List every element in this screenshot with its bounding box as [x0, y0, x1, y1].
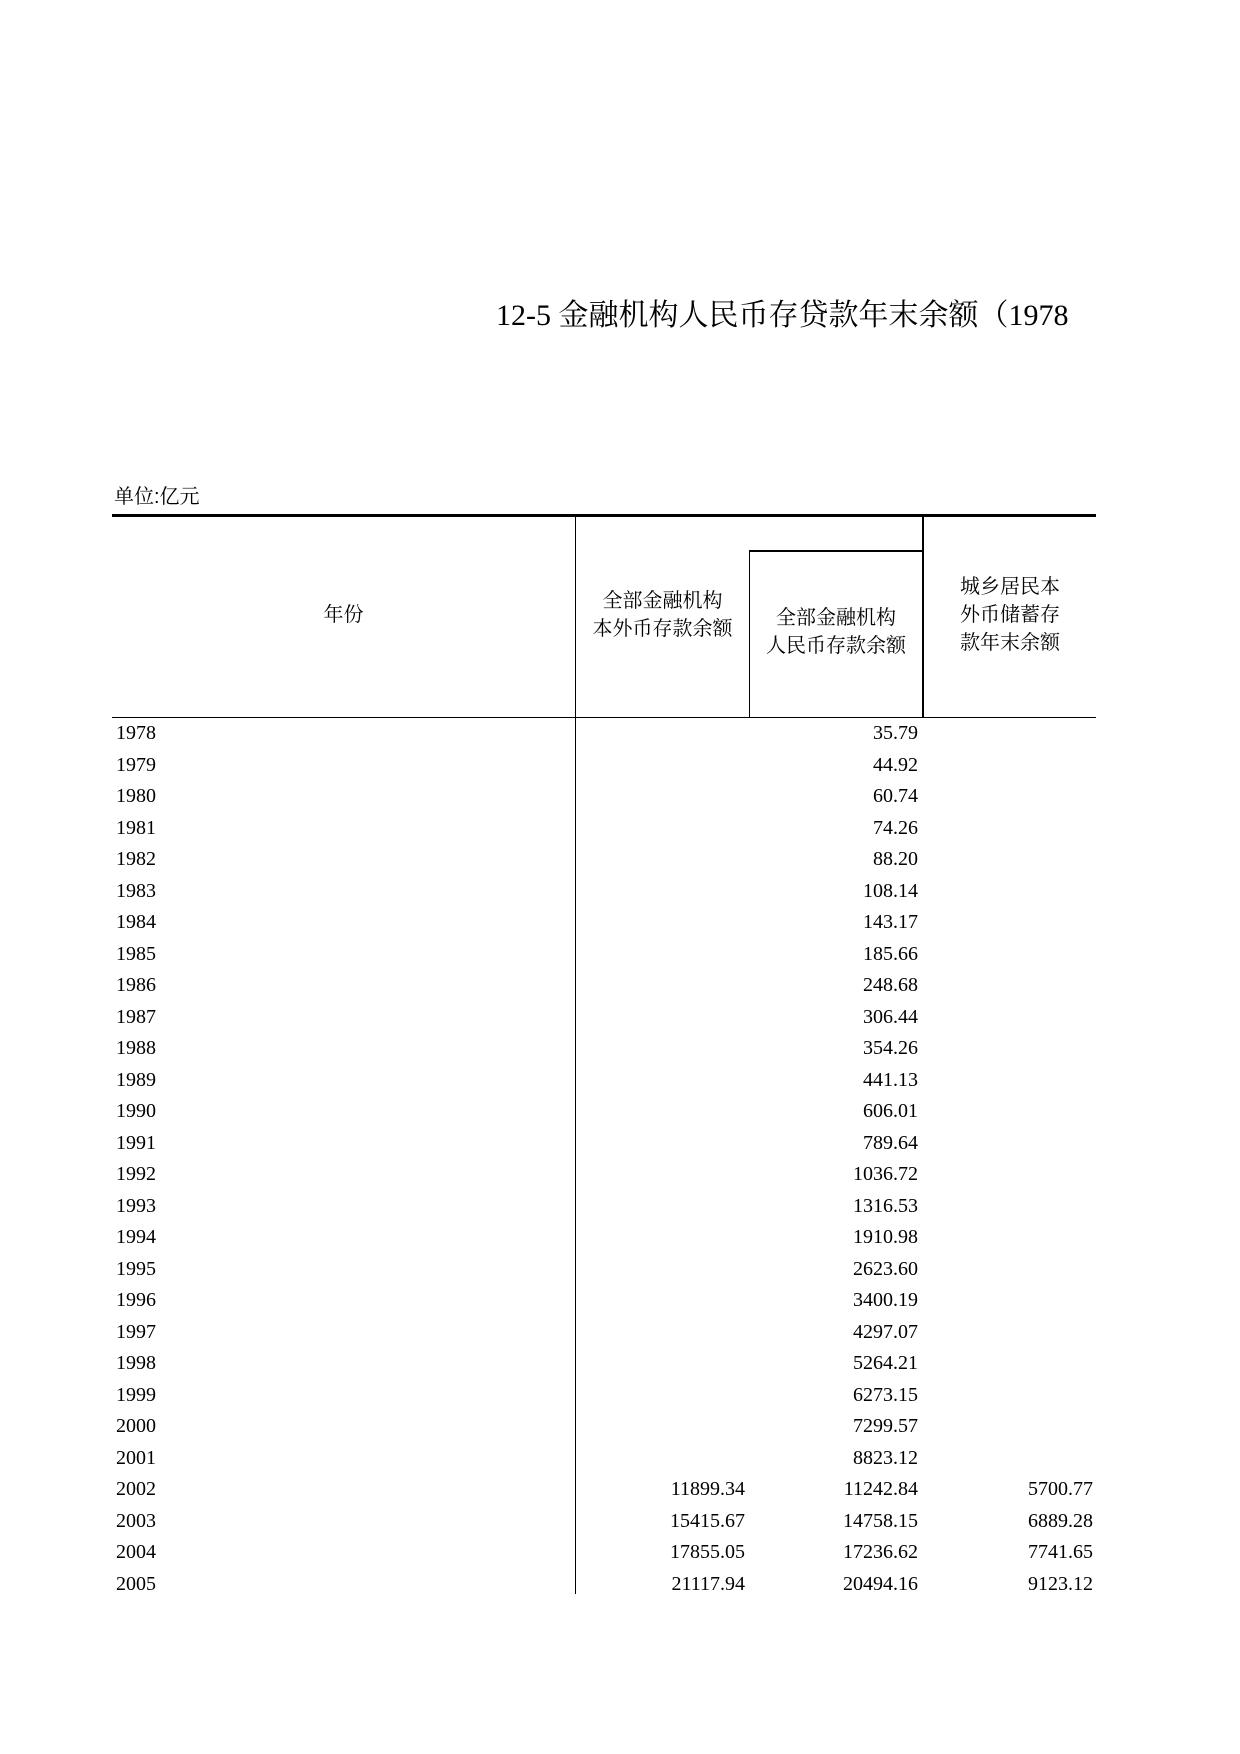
table-row [112, 718, 1096, 750]
cell-rmb: 4297.07 [853, 1320, 918, 1343]
table-row [112, 1348, 1096, 1380]
table-row [112, 1443, 1096, 1475]
cell-rmb: 44.92 [873, 753, 918, 776]
table-row [112, 844, 1096, 876]
cell-year: 2003 [116, 1509, 156, 1532]
header-total-deposits [576, 587, 749, 643]
cell-year: 1986 [116, 974, 156, 996]
cell-rmb: 789.64 [863, 1131, 918, 1154]
cell-rmb: 74.26 [873, 816, 918, 839]
header-rmb-deposits [750, 604, 922, 660]
cell-rmb: 248.68 [863, 974, 918, 996]
table-top-rule [112, 514, 1096, 517]
cell-savings: 9123.12 [1028, 1572, 1093, 1595]
cell-year: 1997 [116, 1320, 156, 1343]
cell-year: 1998 [116, 1352, 156, 1374]
table-row [112, 1317, 1096, 1349]
table-row [112, 781, 1096, 813]
cell-rmb: 354.26 [863, 1037, 918, 1059]
table-row [112, 939, 1096, 971]
cell-rmb: 20494.16 [843, 1572, 918, 1595]
cell-rmb: 2623.60 [853, 1257, 918, 1280]
cell-rmb: 108.14 [863, 879, 918, 902]
cell-year: 2005 [116, 1572, 156, 1595]
header-rmb-line2: 人民币存款余额 [766, 635, 906, 657]
table-row [112, 1285, 1096, 1317]
cell-year: 1993 [116, 1194, 156, 1217]
cell-year: 1982 [116, 848, 156, 870]
cell-year: 1978 [116, 722, 156, 744]
cell-rmb: 5264.21 [853, 1352, 918, 1374]
cell-rmb: 1316.53 [853, 1194, 918, 1217]
cell-savings: 6889.28 [1028, 1509, 1093, 1532]
cell-year: 1991 [116, 1131, 156, 1154]
table-row [112, 1128, 1096, 1160]
cell-rmb: 606.01 [863, 1100, 918, 1122]
cell-total: 21117.94 [671, 1572, 745, 1595]
table-row [112, 1002, 1096, 1034]
cell-savings: 5700.77 [1028, 1478, 1093, 1500]
cell-year: 1980 [116, 785, 156, 807]
header-savings [924, 573, 1096, 657]
cell-rmb: 88.20 [873, 848, 918, 870]
table-row [112, 1254, 1096, 1286]
table-row [112, 1096, 1096, 1128]
cell-year: 2001 [116, 1446, 156, 1469]
rmb-header-top-rule [749, 550, 923, 552]
table-row [112, 1506, 1096, 1538]
cell-year: 1990 [116, 1100, 156, 1122]
cell-year: 1987 [116, 1005, 156, 1028]
cell-year: 1995 [116, 1257, 156, 1280]
cell-rmb: 8823.12 [853, 1446, 918, 1469]
cell-rmb: 441.13 [863, 1068, 918, 1091]
header-savings-line2: 外币储蓄存 [960, 604, 1060, 626]
cell-total: 17855.05 [670, 1541, 745, 1563]
header-total-line2: 本外币存款余额 [592, 618, 733, 640]
cell-year: 2002 [116, 1478, 156, 1500]
cell-rmb: 14758.15 [843, 1509, 918, 1532]
cell-total: 11899.34 [670, 1478, 745, 1500]
cell-year: 2000 [116, 1415, 156, 1437]
cell-year: 1994 [116, 1226, 156, 1248]
cell-rmb: 1910.98 [853, 1226, 918, 1248]
header-total-line1: 全部金融机构 [602, 590, 723, 612]
table-row [112, 1474, 1096, 1506]
page-title: 12-5 金融机构人民币存贷款年末余额（1978 [496, 299, 1069, 332]
table-row [112, 750, 1096, 782]
cell-rmb: 306.44 [863, 1005, 918, 1028]
table-row [112, 1159, 1096, 1191]
table-row [112, 813, 1096, 845]
cell-rmb: 1036.72 [853, 1163, 918, 1185]
table-row [112, 876, 1096, 908]
header-savings-line1: 城乡居民本 [960, 576, 1060, 598]
table-row [112, 1065, 1096, 1097]
table-row [112, 1191, 1096, 1223]
cell-year: 1996 [116, 1289, 156, 1311]
cell-rmb: 60.74 [873, 785, 918, 807]
cell-total: 15415.67 [670, 1509, 745, 1532]
table-row [112, 1033, 1096, 1065]
cell-year: 1999 [116, 1383, 156, 1406]
cell-year: 1985 [116, 942, 156, 965]
cell-savings: 7741.65 [1028, 1541, 1093, 1563]
cell-rmb: 17236.62 [843, 1541, 918, 1563]
cell-year: 1989 [116, 1068, 156, 1091]
cell-year: 1983 [116, 879, 156, 902]
cell-rmb: 35.79 [873, 722, 918, 744]
cell-rmb: 3400.19 [853, 1289, 918, 1311]
cell-year: 2004 [116, 1541, 156, 1563]
cell-rmb: 6273.15 [853, 1383, 918, 1406]
cell-rmb: 11242.84 [843, 1478, 918, 1500]
cell-year: 1981 [116, 816, 156, 839]
header-year-label: 年份 [323, 604, 364, 626]
cell-rmb: 185.66 [863, 942, 918, 965]
unit-label: 单位:亿元 [114, 486, 200, 508]
table-row [112, 1380, 1096, 1412]
table-row [112, 1222, 1096, 1254]
table-row [112, 1411, 1096, 1443]
header-savings-line3: 款年末余额 [960, 632, 1060, 654]
table-row [112, 970, 1096, 1002]
table-row [112, 907, 1096, 939]
table-row [112, 1569, 1096, 1601]
cell-rmb: 7299.57 [853, 1415, 918, 1437]
table-body [112, 718, 1096, 1600]
header-rmb-line1: 全部金融机构 [776, 607, 896, 629]
cell-year: 1988 [116, 1037, 156, 1059]
cell-rmb: 143.17 [863, 911, 918, 933]
cell-year: 1984 [116, 911, 156, 933]
header-year [112, 601, 575, 629]
cell-year: 1979 [116, 753, 156, 776]
cell-year: 1992 [116, 1163, 156, 1185]
table-row [112, 1537, 1096, 1569]
